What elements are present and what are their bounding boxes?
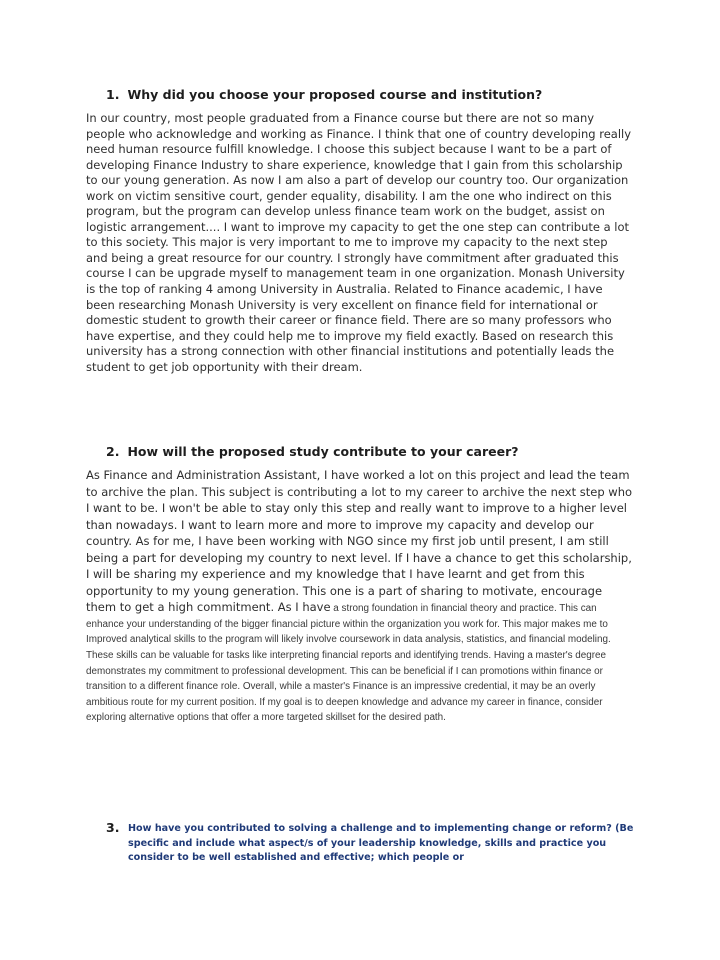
question-1-title: Why did you choose your proposed course and institution? [127, 87, 543, 102]
answer-2-main-text: As Finance and Administration Assistant, I have worked a lot on this project and lead the team to archive the plan. This subject is contributing a lot to my career to archive the next step who I want to be. I won't be able to stay only this step and really want to improve to a higher level than nowadays. I want to learn more and more to improve my capacity and develop our country. As for me, I have been working with NGO since my first job until present, I am still being a part for developing my country to next level. If I have a chance to get this scholarship, I will be sharing my experience and my knowledge that I have learnt and get from this opportunity to my young generation. This one is a part of sharing to motivate, encourage them to get a high commitment. As I have [86, 468, 633, 615]
question-3-heading [106, 822, 646, 866]
answer-1-paragraph: In our country, most people graduated from a Finance course but there are not so many people who acknowledge and working as Finance. I think that one of country developing really need human resource fulfill knowledge. I choose this subject because I want to be a part of developing Finance Industry to share experience, knowledge that I gain from this scholarship to our young generation. As now I am also a part of develop our country too. Our organization work on victim sensitive court, gender equality, disability. I am the one who indirect on this program, but the program can develop unless finance team work on the budget, assist on logistic arrangement.... I want to improve my capacity to get the one step can contribute a lot to this society. This major is very important to me to improve my capacity to the next step and being a great resource for our country. I strongly have commitment after graduated this course I can be upgrade myself to management team in one organization. Monash University is the top of ranking 4 among University in Australia. Related to Finance academic, I have been researching Monash University is very excellent on finance field for international or domestic student to growth their career or finance field. There are so many professors who have expertise, and they could help me to improve my field exactly. Based on research this university has a strong connection with other financial institutions and potentially leads the student to get job opportunity with their dream. [86, 111, 632, 374]
question-1-number: 1. [106, 87, 120, 102]
question-2-number: 2. [106, 444, 120, 459]
question-2-title: How will the proposed study contribute to your career? [127, 444, 519, 459]
answer-2-pasted-text: a strong foundation in financial theory and practice. This can enhance your understanding of the bigger financial picture within the organization you work for. This major makes me to Improved analytical skills to the program will likely involve coursework in data analysis, statistics, and financial modeling. These skills can be valuable for tasks like interpreting financial reports and identifying trends. Having a master's degree demonstrates my commitment to professional development. This can be beneficial if I can promotions within finance or transition to a different finance role. Overall, while a master's Finance is an impressive credential, it may be an overly ambitious route for my current position. If my goal is to deepen knowledge and advance my career in finance, consider exploring alternative options that offer a more targeted skillset for the desired path. [86, 603, 611, 724]
question-1-heading [106, 87, 542, 102]
question-3-number: 3. [106, 820, 120, 835]
question-3-title: How have you contributed to solving a challenge and to implementing change or reform? (Be specific and include what aspect/s of your leadership knowledge, skills and practice you consider to be well established and effective; which people or [128, 823, 634, 863]
question-2-heading [106, 444, 519, 459]
answer-2-paragraph [86, 468, 632, 726]
